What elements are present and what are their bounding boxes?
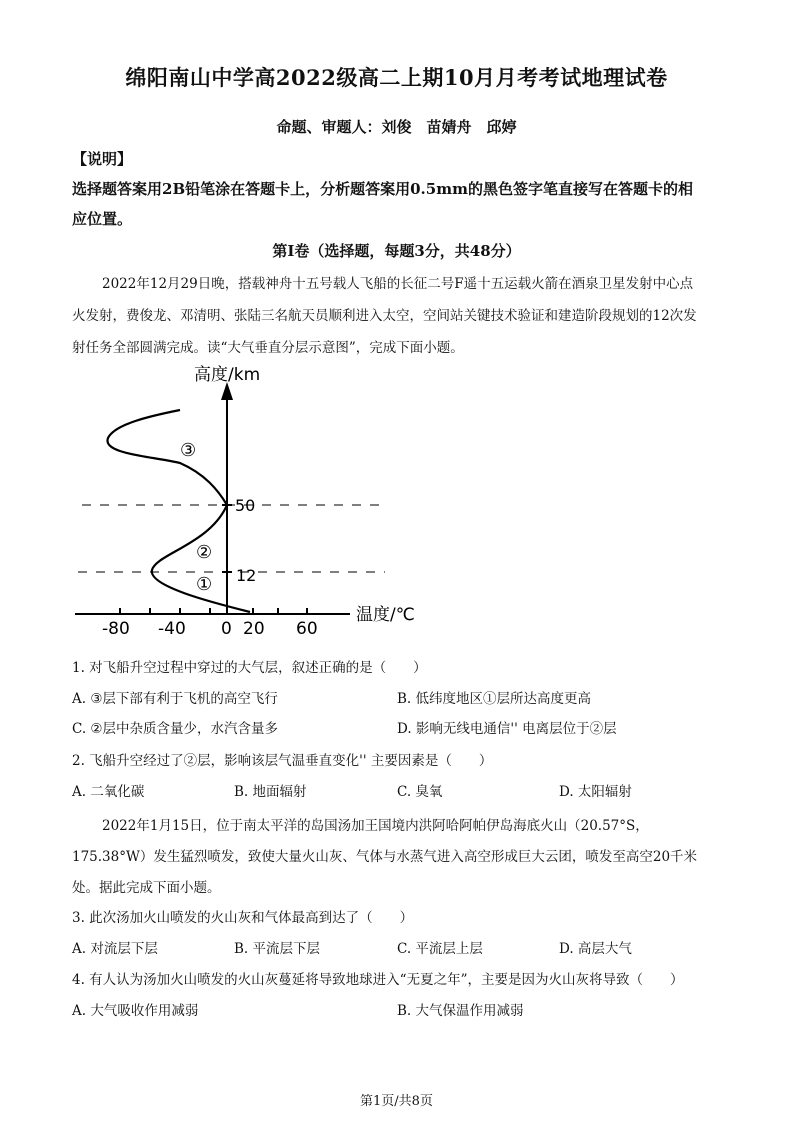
question-2-option-c: C. 臭氧 (397, 784, 443, 800)
question-1-option-b: B. 低纬度地区①层所达高度更高 (397, 691, 592, 707)
question-3-option-c: C. 平流层上层 (397, 941, 483, 957)
question-4-stem: 4. 有人认为汤加火山喷发的火山灰蔓延将导致地球进入“无夏之年”，主要是因为火山灰将导致（ ） (72, 972, 684, 988)
notes-line-2: 应位置。 (72, 210, 133, 228)
question-1-option-d: D. 影响无线电通信'' 电离层位于②层 (397, 721, 617, 737)
question-2-stem: 2. 飞船升空经过了②层，影响该层气温垂直变化'' 主要因素是（ ） (72, 753, 493, 769)
x-tick-label: 60 (296, 619, 318, 639)
atmosphere-layer-diagram (60, 358, 460, 648)
question-4-option-a: A. 大气吸收作用减弱 (72, 1003, 199, 1019)
notes-heading: 【说明】 (72, 150, 133, 168)
passage2-line-2: 175.38°W）发生猛烈喷发，致使大量火山灰、气体与水蒸气进入高空形成巨大云团，喷发至高空20千米 (72, 849, 698, 865)
question-2-option-a: A. 二氧化碳 (72, 784, 145, 800)
question-1-option-a: A. ③层下部有利于飞机的高空飞行 (72, 691, 278, 707)
passage2-line-3: 处。据此完成下面小题。 (72, 880, 221, 896)
question-3-stem: 3. 此次汤加火山喷发的火山灰和气体最高到达了（ ） (72, 910, 414, 926)
y-mark-50: 50 (235, 496, 256, 515)
passage1-line-3: 射任务全部圆满完成。读“大气垂直分层示意图”，完成下面小题。 (72, 340, 464, 356)
question-3-option-d: D. 高层大气 (559, 941, 632, 957)
passage2-line-1: 2022年1月15日，位于南太平洋的岛国汤加王国境内洪阿哈阿帕伊岛海底火山（20.57°S， (102, 818, 649, 834)
page-title: 绵阳南山中学高2022级高二上期10月月考考试地理试卷 (125, 65, 668, 90)
temperature-curve (107, 410, 250, 612)
x-axis-label: 温度/℃ (356, 605, 415, 625)
layer-label-2: ② (196, 542, 213, 563)
x-tick-label: -80 (102, 619, 130, 639)
question-1-stem: 1. 对飞船升空过程中穿过的大气层，叙述正确的是（ ） (72, 660, 427, 676)
page-number: 第1页/共8页 (360, 1094, 433, 1109)
question-4-option-b: B. 大气保温作用减弱 (397, 1003, 524, 1019)
question-2-option-b: B. 地面辐射 (234, 784, 307, 800)
x-tick-label: 0 (221, 619, 232, 639)
authors-line: 命题、审题人：刘俊 苗婧舟 邱婷 (276, 118, 517, 136)
notes-line-1: 选择题答案用2B铅笔涂在答题卡上，分析题答案用0.5mm的黑色签字笔直接写在答题卡的相 (72, 180, 693, 198)
x-tick-label: 20 (243, 619, 265, 639)
question-3-option-b: B. 平流层下层 (234, 941, 321, 957)
y-mark-12: 12 (236, 566, 257, 585)
question-3-option-a: A. 对流层下层 (72, 941, 158, 957)
layer-label-1: ① (196, 574, 213, 595)
y-axis-label: 高度/km (194, 365, 261, 385)
question-1-option-c: C. ②层中杂质含量少，水汽含量多 (72, 721, 279, 737)
passage1-line-1: 2022年12月29日晚，搭载神舟十五号载人飞船的长征二号F遥十五运载火箭在酒泉卫星发射中心点 (102, 276, 694, 292)
x-tick-label: -40 (158, 619, 186, 639)
layer-label-3: ③ (180, 440, 197, 461)
question-2-option-d: D. 太阳辐射 (559, 784, 632, 800)
part1-heading: 第Ⅰ卷（选择题，每题3分，共48分） (272, 242, 521, 260)
passage1-line-2: 火发射，费俊龙、邓清明、张陆三名航天员顺利进入太空，空间站关键技术验证和建造阶段规划的12次发 (72, 308, 697, 324)
